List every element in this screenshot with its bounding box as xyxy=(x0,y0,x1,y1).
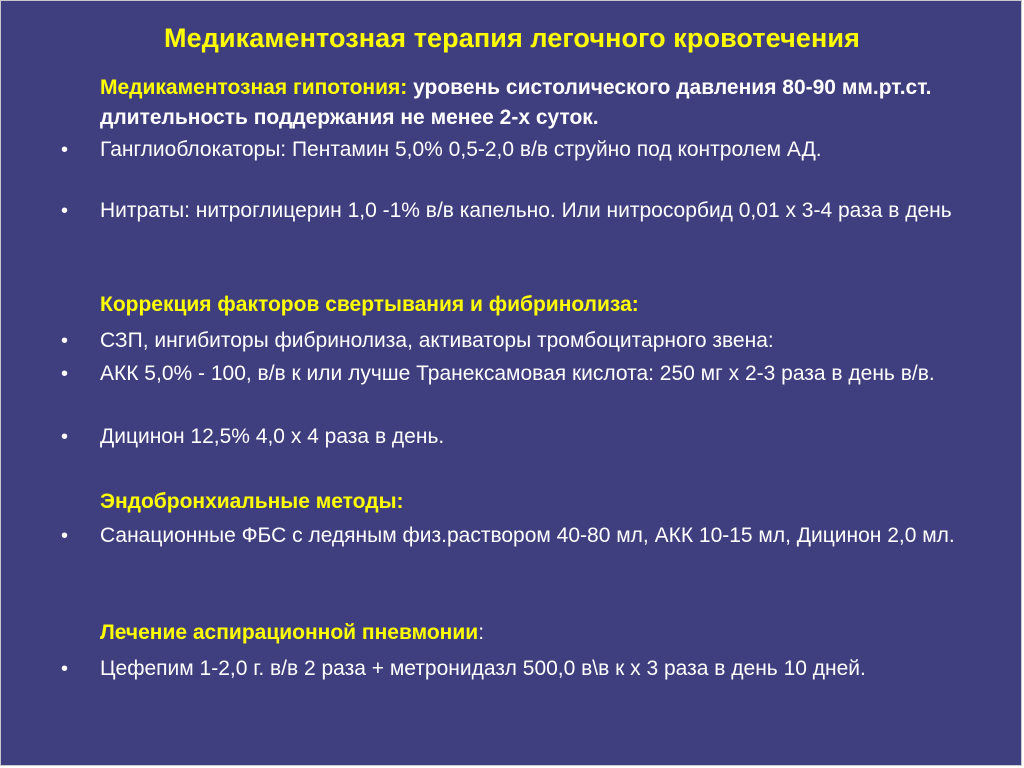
list-item-text: Дицинон 12,5% 4,0 х 4 раза в день. xyxy=(100,425,445,448)
bullet-icon: • xyxy=(61,330,69,352)
section-heading-label: Лечение аспирационной пневмонии xyxy=(100,621,479,644)
section-heading-text: уровень систолического давления 80-90 мм.рт.ст. длительность поддержания не менее 2-х суток. xyxy=(100,76,932,129)
bullet-icon: • xyxy=(61,426,69,448)
list-item xyxy=(61,654,970,684)
section-heading-label: Эндобронхиальные методы: xyxy=(100,490,404,513)
list-item-text: Ганглиоблокаторы: Пентамин 5,0% 0,5-2,0 в/в струйно под контролем АД. xyxy=(100,138,822,161)
list-item xyxy=(61,359,970,389)
list-item xyxy=(61,135,970,165)
slide-title: Медикаментозная терапия легочного кровотечения xyxy=(164,23,860,53)
section-heading-hypotension xyxy=(100,73,970,133)
bullet-icon: • xyxy=(61,525,69,547)
section-heading-label: Коррекция факторов свертывания и фибринолиза: xyxy=(100,293,639,316)
section-heading-label: Медикаментозная гипотония: xyxy=(100,76,408,99)
list-item-text: Санационные ФБС с ледяным физ.раствором 40-80 мл, АКК 10-15 мл, Дицинон 2,0 мл. xyxy=(100,524,955,547)
section-heading-pneumonia xyxy=(100,618,970,648)
list-item xyxy=(61,196,970,226)
list-item xyxy=(61,422,970,452)
bullet-icon: • xyxy=(61,363,69,385)
list-item xyxy=(61,521,970,551)
section-heading-endobronchial xyxy=(100,487,970,517)
bullet-icon: • xyxy=(61,658,69,680)
bullet-icon: • xyxy=(61,139,69,161)
list-item-text: Нитраты: нитроглицерин 1,0 -1% в/в капельно. Или нитросорбид 0,01 х 3-4 раза в день xyxy=(100,199,952,222)
bullet-icon: • xyxy=(61,200,69,222)
section-heading-colon: : xyxy=(478,621,485,644)
list-item-text: СЗП, ингибиторы фибринолиза, активаторы тромбоцитарного звена: xyxy=(100,329,774,352)
list-item-text: АКК 5,0% - 100, в/в к или лучше Транексамовая кислота: 250 мг х 2-3 раза в день в/в. xyxy=(100,362,935,385)
list-item xyxy=(61,326,970,356)
list-item-text: Цефепим 1-2,0 г. в/в 2 раза + метронидазл 500,0 в\в к х 3 раза в день 10 дней. xyxy=(100,657,866,680)
section-heading-coagulation xyxy=(100,290,970,320)
